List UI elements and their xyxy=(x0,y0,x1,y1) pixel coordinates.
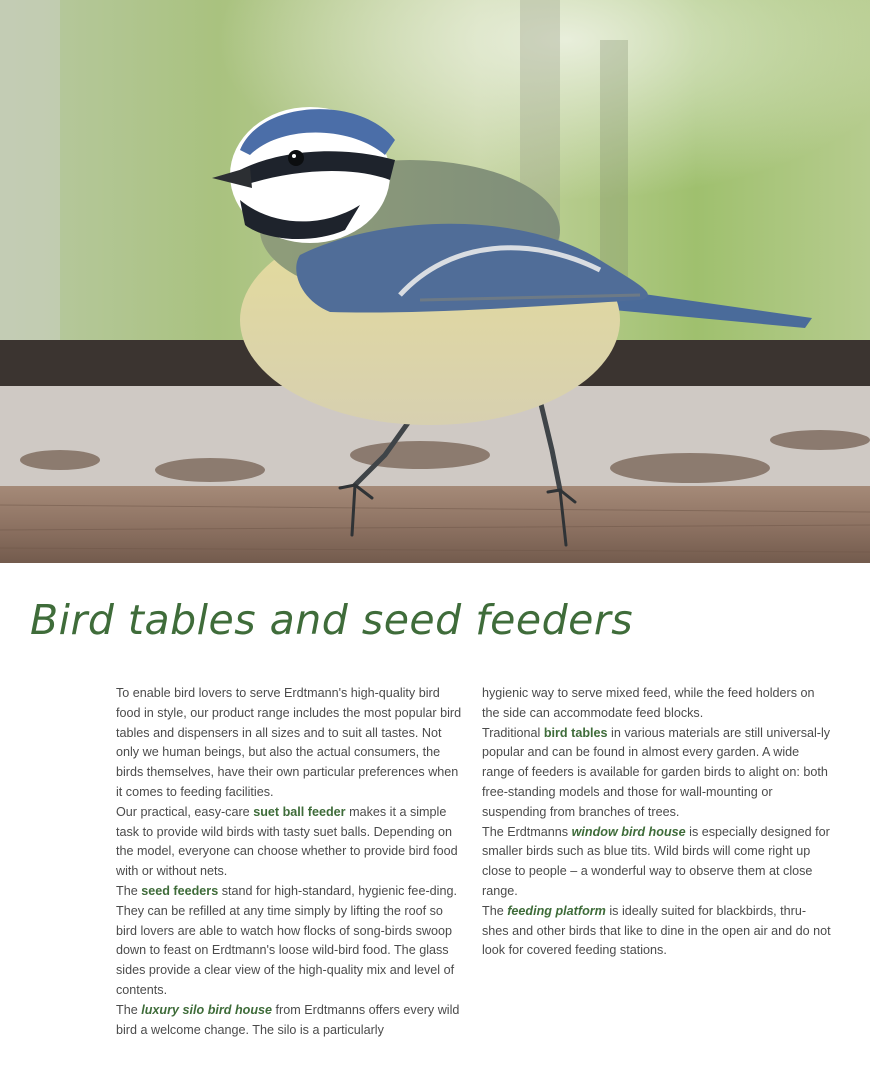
highlight-window-bird-house: window bird house xyxy=(571,824,686,839)
highlight-seed-feeders: seed feeders xyxy=(141,883,219,898)
paragraph-bird-tables: Traditional bird tables in various materials are still universal-ly popular and can be found in almost every garden. A wide range of feeders is available for garden birds to alight on: both free-standing models and those for wall-mounting or suspending from branches of trees. xyxy=(482,725,831,819)
highlight-bird-tables: bird tables xyxy=(543,725,608,740)
paragraph-window-bird-house: The Erdtmanns window bird house is especially designed for smaller birds such as blue tits. Wild birds will come right up close to people – a wonderful way to observe them at close range. xyxy=(482,824,830,898)
page-title: Bird tables and seed feeders xyxy=(30,596,634,644)
paragraph-luxury-silo: The luxury silo bird house from Erdtmanns offers every wild bird a welcome change. The silo is a particularly xyxy=(116,1002,460,1037)
paragraph-seed-feeders: The seed feeders stand for high-standard, hygienic fee-ding. They can be refilled at any time simply by lifting the roof so bird lovers are able to watch how flocks of song-birds swoop down to feast on Erdtmann's loose wild-bird food. The glass sides provide a clear view of the high-quality mix and level of contents. xyxy=(116,883,457,997)
highlight-feeding-platform: feeding platform xyxy=(507,903,606,918)
paragraph-suet-ball-feeder: Our practical, easy-care suet ball feeder makes it a simple task to provide wild birds with tasty suet balls. Depending on the model, everyone can choose whether to provide bird food with or without nets. xyxy=(116,804,458,879)
paragraph: To enable bird lovers to serve Erdtmann's high-quality bird food in style, our product range includes the most popular bird tables and dispensers in all sizes and to suit all tastes. Not only we human beings, but also the actual consumers, the birds themselves, have their own particular preferences when it comes to feeding facilities. xyxy=(116,686,462,799)
text-column-left xyxy=(116,684,466,1040)
highlight-luxury-silo-bird-house: luxury silo bird house xyxy=(141,1002,273,1017)
text-column-right xyxy=(482,684,832,961)
highlight-suet-ball-feeder: suet ball feeder xyxy=(253,804,346,819)
paragraph: hygienic way to serve mixed feed, while the feed holders on the side can accommodate feed blocks. xyxy=(482,686,815,720)
paragraph-feeding-platform: The feeding platform is ideally suited for blackbirds, thru-shes and other birds that like to dine in the open air and do not look for covered feeding stations. xyxy=(482,903,831,958)
